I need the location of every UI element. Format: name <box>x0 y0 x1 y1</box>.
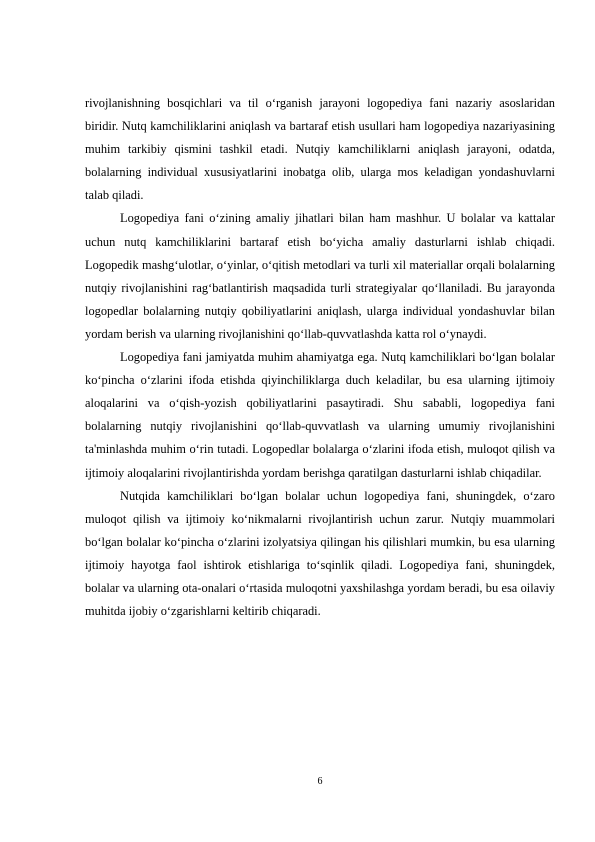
paragraph-1: rivojlanishning bosqichlari va til o‘rganish jarayoni logopediya fani nazariy asoslaridan biridir. Nutq kamchiliklarini aniqlash va bartaraf etish usullari ham logopediya nazariyasining muhim tarkibiy qismini tashkil etadi. Nutqiy kamchiliklarni aniqlash jarayoni, odatda, bolalarning individual xususiyatlarini inobatga olib, ularga mos keladigan yondashuvlarni talab qiladi. <box>85 96 555 203</box>
page-number: 6 <box>317 776 323 787</box>
paragraph-4: Nutqida kamchiliklari bo‘lgan bolalar uchun logopediya fani, shuningdek, o‘zaro muloqot qilish va ijtimoiy ko‘nikmalarni rivojlantirish uchun zarur. Nutqiy muammolari bo‘lgan bolalar ko‘pincha o‘zlarini izolyatsiya qilingan his qilishlari mumkin, bu esa ularning ijtimoiy hayotga faol ishtirok etishlariga to‘sqinlik qiladi. Logopediya fani, shuningdek, bolalar va ularning ota-onalari o‘rtasida muloqotni yaxshilashga yordam beradi, bu esa oilaviy muhitda ijobiy o‘zgarishlarni keltirib chiqaradi. <box>85 488 555 619</box>
paragraph-2: Logopediya fani o‘zining amaliy jihatlari bilan ham mashhur. U bolalar va kattalar uchun nutq kamchiliklarini bartaraf etish bo‘yicha amaliy dasturlarni ishlab chiqadi. Logopedik mashg‘ulotlar, o‘yinlar, o‘qitish metodlari va turli xil materiallar orqali bolalarning nutqiy rivojlanishini rag‘batlantirish maqsadida turli strategiyalar qo‘llaniladi. Bu jarayonda logopedlar bolalarning nutqiy qobiliyatlarini aniqlash, ularga individual yondashuvlar bilan yordam berish va ularning rivojlanishini qo‘llab-quvvatlashda katta rol o‘ynaydi. <box>85 211 555 341</box>
body-text <box>85 92 555 623</box>
paragraph-3: Logopediya fani jamiyatda muhim ahamiyatga ega. Nutq kamchiliklari bo‘lgan bolalar ko‘pincha o‘zlarini ifoda etishda qiyinchiliklarga duch keladilar, bu esa ularning ijtimoiy aloqalarini va o‘qish-yozish qobiliyatlarini pasaytiradi. Shu sababli, logopediya fani bolalarning nutqiy rivojlanishini qo‘llab-quvvatlash va ularning umumiy rivojlanishini ta'minlashda muhim o‘rin tutadi. Logopedlar bolalarga o‘zlarini ifoda etish, muloqot qilish va ijtimoiy aloqalarini rivojlantirishda yordam berishga qaratilgan dasturlarni ishlab chiqadilar. <box>85 350 555 480</box>
